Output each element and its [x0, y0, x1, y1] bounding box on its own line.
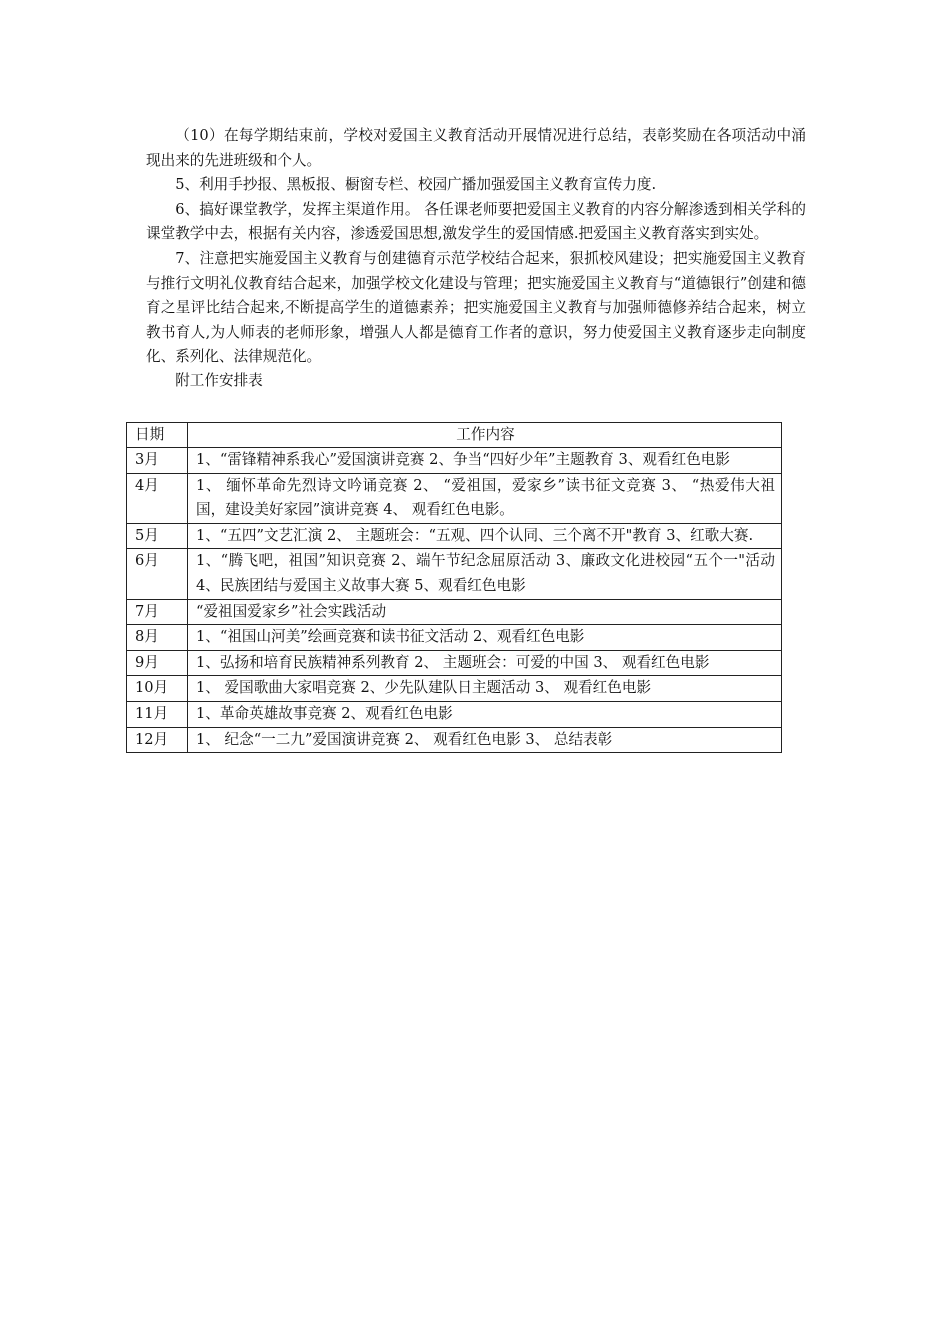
- row-content: 1、 缅怀革命先烈诗文吟诵竞赛 2、 “爱祖国，爱家乡”读书征文竞赛 3、 “热爱伟大祖国，建设美好家园”演讲竞赛 4、 观看红色电影。: [188, 473, 782, 523]
- row-date: 9月: [127, 650, 188, 676]
- row-date: 8月: [127, 625, 188, 651]
- row-content: 1、 爱国歌曲大家唱竞赛 2、少先队建队日主题活动 3、 观看红色电影: [188, 676, 782, 702]
- table-row: [127, 625, 782, 651]
- row-date: 12月: [127, 727, 188, 753]
- row-date: 5月: [127, 523, 188, 549]
- row-content: 1、弘扬和培育民族精神系列教育 2、 主题班会：可爱的中国 3、 观看红色电影: [188, 650, 782, 676]
- row-date: 7月: [127, 599, 188, 625]
- row-content: 1、“雷锋精神系我心”爱国演讲竞赛 2、争当“四好少年”主题教育 3、观看红色电影: [188, 448, 782, 474]
- row-date: 3月: [127, 448, 188, 474]
- paragraph-publicity: 5、利用手抄报、黑板报、橱窗专栏、校园广播加强爱国主义教育宣传力度.: [175, 176, 657, 194]
- row-date: 10月: [127, 676, 188, 702]
- paragraph-summary: （10）在每学期结束前，学校对爱国主义教育活动开展情况进行总结，表彰奖励在各项活动中涌现出来的先进班级和个人。: [146, 127, 806, 169]
- table-row: [127, 650, 782, 676]
- row-content: “爱祖国爱家乡”社会实践活动: [188, 599, 782, 625]
- row-date: 11月: [127, 701, 188, 727]
- table-caption: 附工作安排表: [175, 371, 263, 389]
- row-content: 1、革命英雄故事竞赛 2、观看红色电影: [188, 701, 782, 727]
- work-schedule-table: [126, 422, 782, 753]
- row-content: 1、“五四”文艺汇演 2、 主题班会：“五观、四个认同、三个离不开"教育 3、红歌大赛.: [188, 523, 782, 549]
- table-row: [127, 549, 782, 599]
- paragraph-classroom: 6、搞好课堂教学，发挥主渠道作用。 各任课老师要把爱国主义教育的内容分解渗透到相关学科的课堂教学中去，根据有关内容，渗透爱国思想,激发学生的爱国情感.把爱国主义教育落实到实处。: [146, 200, 806, 243]
- table-header-row: [127, 423, 782, 448]
- row-content: 1、 纪念“一二九”爱国演讲竞赛 2、 观看红色电影 3、 总结表彰: [188, 727, 782, 753]
- table-row: [127, 727, 782, 753]
- row-date: 4月: [127, 473, 188, 523]
- paragraph-integration: 7、注意把实施爱国主义教育与创建德育示范学校结合起来，狠抓校风建设；把实施爱国主义教育与推行文明礼仪教育结合起来，加强学校文化建设与管理；把实施爱国主义教育与“道德银行”创建和德育之星评比结合起来,不断提高学生的道德素养；把实施爱国主义教育与加强师德修养结合起来，树立教书育人,为人师表的老师形象，增强人人都是德育工作者的意识，努力使爱国主义教育逐步走向制度化、系列化、法律规范化。: [146, 249, 806, 366]
- row-content: 1、“腾飞吧，祖国”知识竞赛 2、端午节纪念屈原活动 3、廉政文化进校园“五个一"活动 4、民族团结与爱国主义故事大赛 5、观看红色电影: [188, 549, 782, 599]
- document-body: [146, 124, 806, 392]
- table-row: [127, 676, 782, 702]
- row-date: 6月: [127, 549, 188, 599]
- table-row: [127, 523, 782, 549]
- table-row: [127, 448, 782, 474]
- row-content: 1、“祖国山河美”绘画竞赛和读书征文活动 2、观看红色电影: [188, 625, 782, 651]
- table-row: [127, 599, 782, 625]
- header-content: 工作内容: [188, 423, 782, 448]
- table-row: [127, 701, 782, 727]
- header-date: 日期: [127, 423, 188, 448]
- table-row: [127, 473, 782, 523]
